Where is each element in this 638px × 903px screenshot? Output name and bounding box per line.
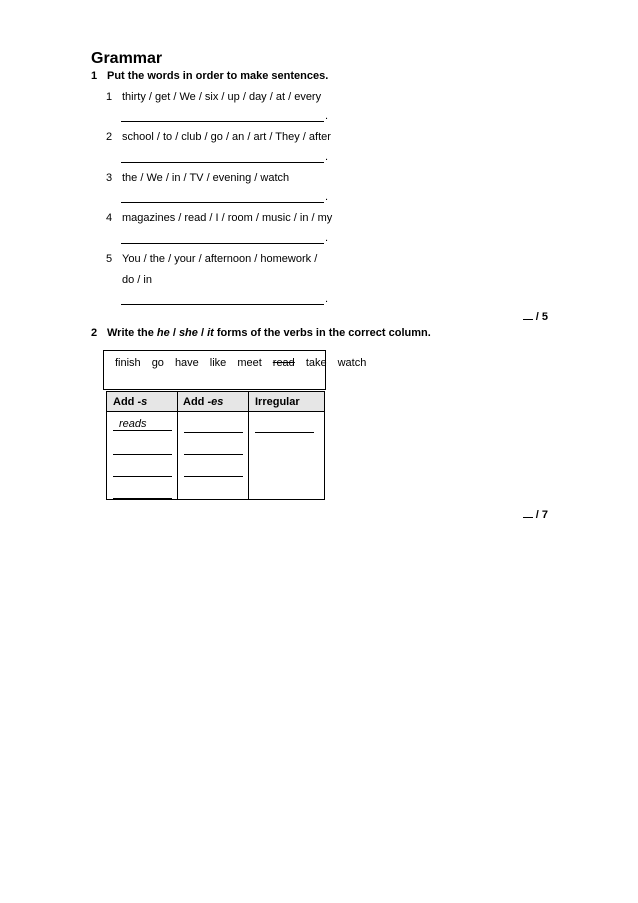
item-4-prompt: magazines / read / I / room / music / in / my xyxy=(122,212,333,224)
word-bank-item-used: read xyxy=(272,357,295,369)
score-blank[interactable] xyxy=(523,319,533,320)
item-1-answer-line[interactable] xyxy=(121,121,324,122)
exercise-2-score-total: / 7 xyxy=(535,509,548,521)
item-4-number: 4 xyxy=(106,212,113,224)
item-4-answer-line[interactable] xyxy=(121,243,324,244)
word-bank xyxy=(115,357,377,369)
answer-blank-add-s[interactable] xyxy=(113,454,172,455)
exercise-2-number: 2 xyxy=(91,327,98,339)
item-2-number: 2 xyxy=(106,131,113,143)
answer-blank-add-s[interactable] xyxy=(113,430,172,431)
column-divider xyxy=(177,392,178,499)
column-divider xyxy=(248,392,249,499)
exercise-2-instruction: Write the he / she / it forms of the verbs in the correct column. xyxy=(107,327,431,339)
answer-blank-add-es[interactable] xyxy=(184,432,243,433)
item-1-number: 1 xyxy=(106,91,113,103)
exercise-1-instruction: Put the words in order to make sentences. xyxy=(107,70,329,82)
item-2-prompt: school / to / club / go / an / art / They / after xyxy=(122,131,331,143)
exercise-1-score xyxy=(523,311,548,323)
word-bank-item: like xyxy=(209,357,227,369)
exercise-2-score xyxy=(523,509,548,521)
item-1-prompt: thirty / get / We / six / up / day / at / every xyxy=(122,91,322,103)
answer-blank-irregular[interactable] xyxy=(255,432,314,433)
word-bank-box xyxy=(103,350,326,390)
item-1-period: . xyxy=(325,110,329,122)
item-5-answer-line[interactable] xyxy=(121,304,324,305)
item-5-prompt: You / the / your / afternoon / homework / xyxy=(122,253,318,265)
word-bank-item: have xyxy=(174,357,199,369)
answer-blank-add-s[interactable] xyxy=(113,498,172,499)
item-5-period: . xyxy=(325,293,329,305)
column-header-add-es: Add -es xyxy=(183,396,224,408)
item-2-period: . xyxy=(325,151,329,163)
answer-blank-add-es[interactable] xyxy=(184,476,243,477)
item-3-answer-line[interactable] xyxy=(121,202,324,203)
score-blank[interactable] xyxy=(523,517,533,518)
item-2-answer-line[interactable] xyxy=(121,162,324,163)
verb-columns-table xyxy=(106,391,325,500)
exercise-1-score-total: / 5 xyxy=(535,311,548,323)
word-bank-item: go xyxy=(151,357,164,369)
item-3-number: 3 xyxy=(106,172,113,184)
word-bank-item: finish xyxy=(115,357,141,369)
answer-blank-add-s[interactable] xyxy=(113,476,172,477)
section-title: Grammar xyxy=(91,50,163,67)
item-4-period: . xyxy=(325,232,329,244)
exercise-1-number: 1 xyxy=(91,70,98,82)
item-5-number: 5 xyxy=(106,253,113,265)
word-bank-item: take xyxy=(305,357,327,369)
column-header-add-s: Add -s xyxy=(113,396,148,408)
item-3-prompt: the / We / in / TV / evening / watch xyxy=(122,172,290,184)
example-answer: reads xyxy=(119,418,147,430)
word-bank-item: watch xyxy=(337,357,367,369)
word-bank-item: meet xyxy=(237,357,262,369)
column-header-irregular: Irregular xyxy=(255,396,300,408)
item-3-period: . xyxy=(325,191,329,203)
item-5-prompt-continued: do / in xyxy=(122,274,152,286)
answer-blank-add-es[interactable] xyxy=(184,454,243,455)
